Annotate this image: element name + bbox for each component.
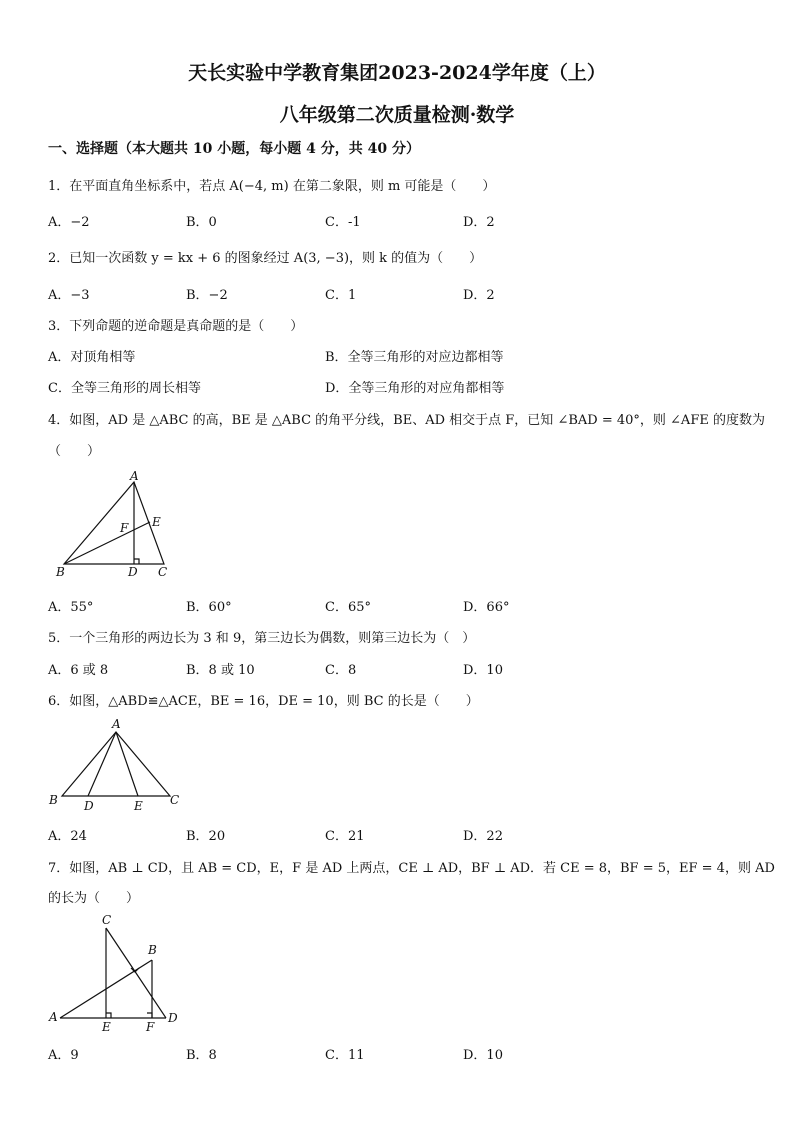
question-5-option-b: B．8 或 10 — [186, 663, 255, 678]
right-angle-mark — [134, 559, 139, 564]
question-6-option-c: C．21 — [325, 829, 365, 844]
question-6-option-a: A．24 — [48, 829, 87, 844]
question-5-stem: 5．一个三角形的两边长为 3 和 9，第三边长为偶数，则第三边长为（ ） — [48, 631, 476, 646]
label-c: C — [102, 913, 112, 927]
question-4-figure — [50, 470, 180, 580]
label-f: F — [146, 1020, 155, 1034]
question-7-option-d: D．10 — [463, 1048, 503, 1063]
label-d: D — [128, 565, 138, 579]
question-4-option-a: A．55° — [48, 600, 94, 615]
question-4-stem: 4．如图，AD 是 △ABC 的高，BE 是 △ABC 的角平分线，BE、AD 相交于点 F，已知 ∠BAD = 40°，则 ∠AFE 的度数为 — [48, 413, 765, 428]
question-6-option-d: D．22 — [463, 829, 503, 844]
label-a: A — [49, 1010, 58, 1024]
question-7-stem: 7．如图，AB ⊥ CD，且 AB = CD，E，F 是 AD 上两点，CE ⊥ AD，BF ⊥ AD．若 CE = 8，BF = 5，EF = 4，则 AD — [48, 861, 775, 876]
bisector-be — [64, 522, 150, 564]
question-4-option-d: D．66° — [463, 600, 510, 615]
right-angle-mark-ab-cd — [131, 968, 139, 972]
label-d: D — [168, 1011, 178, 1025]
question-7-option-c: C．11 — [325, 1048, 365, 1063]
question-7-figure — [46, 910, 186, 1035]
question-1-option-c: C．-1 — [325, 215, 361, 230]
question-1-option-d: D．2 — [463, 215, 495, 230]
question-2-option-d: D．2 — [463, 288, 495, 303]
segment-ae — [116, 732, 138, 796]
question-4-stem-cont: （ ） — [48, 444, 101, 459]
question-3-option-d: D．全等三角形的对应角都相等 — [325, 381, 505, 396]
question-4-option-c: C．65° — [325, 600, 371, 615]
question-3-option-c: C．全等三角形的周长相等 — [48, 381, 201, 396]
question-1-stem: 1．在平面直角坐标系中，若点 A(−4, m) 在第二象限，则 m 可能是（ ） — [48, 179, 496, 194]
question-5-option-c: C．8 — [325, 663, 357, 678]
right-angle-mark-e — [106, 1013, 111, 1018]
question-2-stem: 2．已知一次函数 y = kx + 6 的图象经过 A(3, −3)，则 k 的值为（ ） — [48, 251, 483, 266]
question-2-option-a: A．−3 — [48, 288, 90, 303]
question-3-option-b: B．全等三角形的对应边都相等 — [325, 350, 504, 365]
exam-title: 天长实验中学教育集团2023-2024学年度（上） — [188, 62, 606, 84]
segment-ad — [88, 732, 116, 796]
label-b: B — [49, 793, 58, 807]
question-7-stem-cont: 的长为（ ） — [48, 891, 140, 906]
label-b: B — [148, 943, 157, 957]
segment-cd — [106, 928, 166, 1018]
triangle-abc — [62, 732, 170, 796]
label-a: A — [130, 470, 139, 483]
question-2-option-c: C．1 — [325, 288, 357, 303]
section-heading: 一、选择题（本大题共 10 小题，每小题 4 分，共 40 分） — [48, 141, 420, 157]
question-3-option-a: A．对顶角相等 — [48, 350, 136, 365]
question-1-option-a: A．−2 — [48, 215, 90, 230]
question-7-option-a: A．9 — [48, 1048, 79, 1063]
label-e: E — [134, 799, 143, 813]
question-7-option-b: B．8 — [186, 1048, 217, 1063]
question-6-figure — [46, 714, 196, 814]
label-e: E — [152, 515, 161, 529]
question-6-stem: 6．如图，△ABD≌△ACE，BE = 16，DE = 10，则 BC 的长是（ ） — [48, 694, 479, 709]
label-d: D — [84, 799, 94, 813]
label-c: C — [170, 793, 180, 807]
label-e: E — [102, 1020, 111, 1034]
label-f: F — [120, 521, 129, 535]
question-6-option-b: B．20 — [186, 829, 226, 844]
question-4-option-b: B．60° — [186, 600, 232, 615]
question-3-stem: 3．下列命题的逆命题是真命题的是（ ） — [48, 319, 304, 334]
question-5-option-a: A．6 或 8 — [48, 663, 109, 678]
question-1-option-b: B．0 — [186, 215, 217, 230]
exam-subtitle: 八年级第二次质量检测·数学 — [279, 104, 515, 126]
label-b: B — [56, 565, 65, 579]
question-5-option-d: D．10 — [463, 663, 503, 678]
label-c: C — [158, 565, 168, 579]
right-angle-mark-f — [147, 1013, 152, 1018]
label-a: A — [112, 717, 121, 731]
question-2-option-b: B．−2 — [186, 288, 228, 303]
